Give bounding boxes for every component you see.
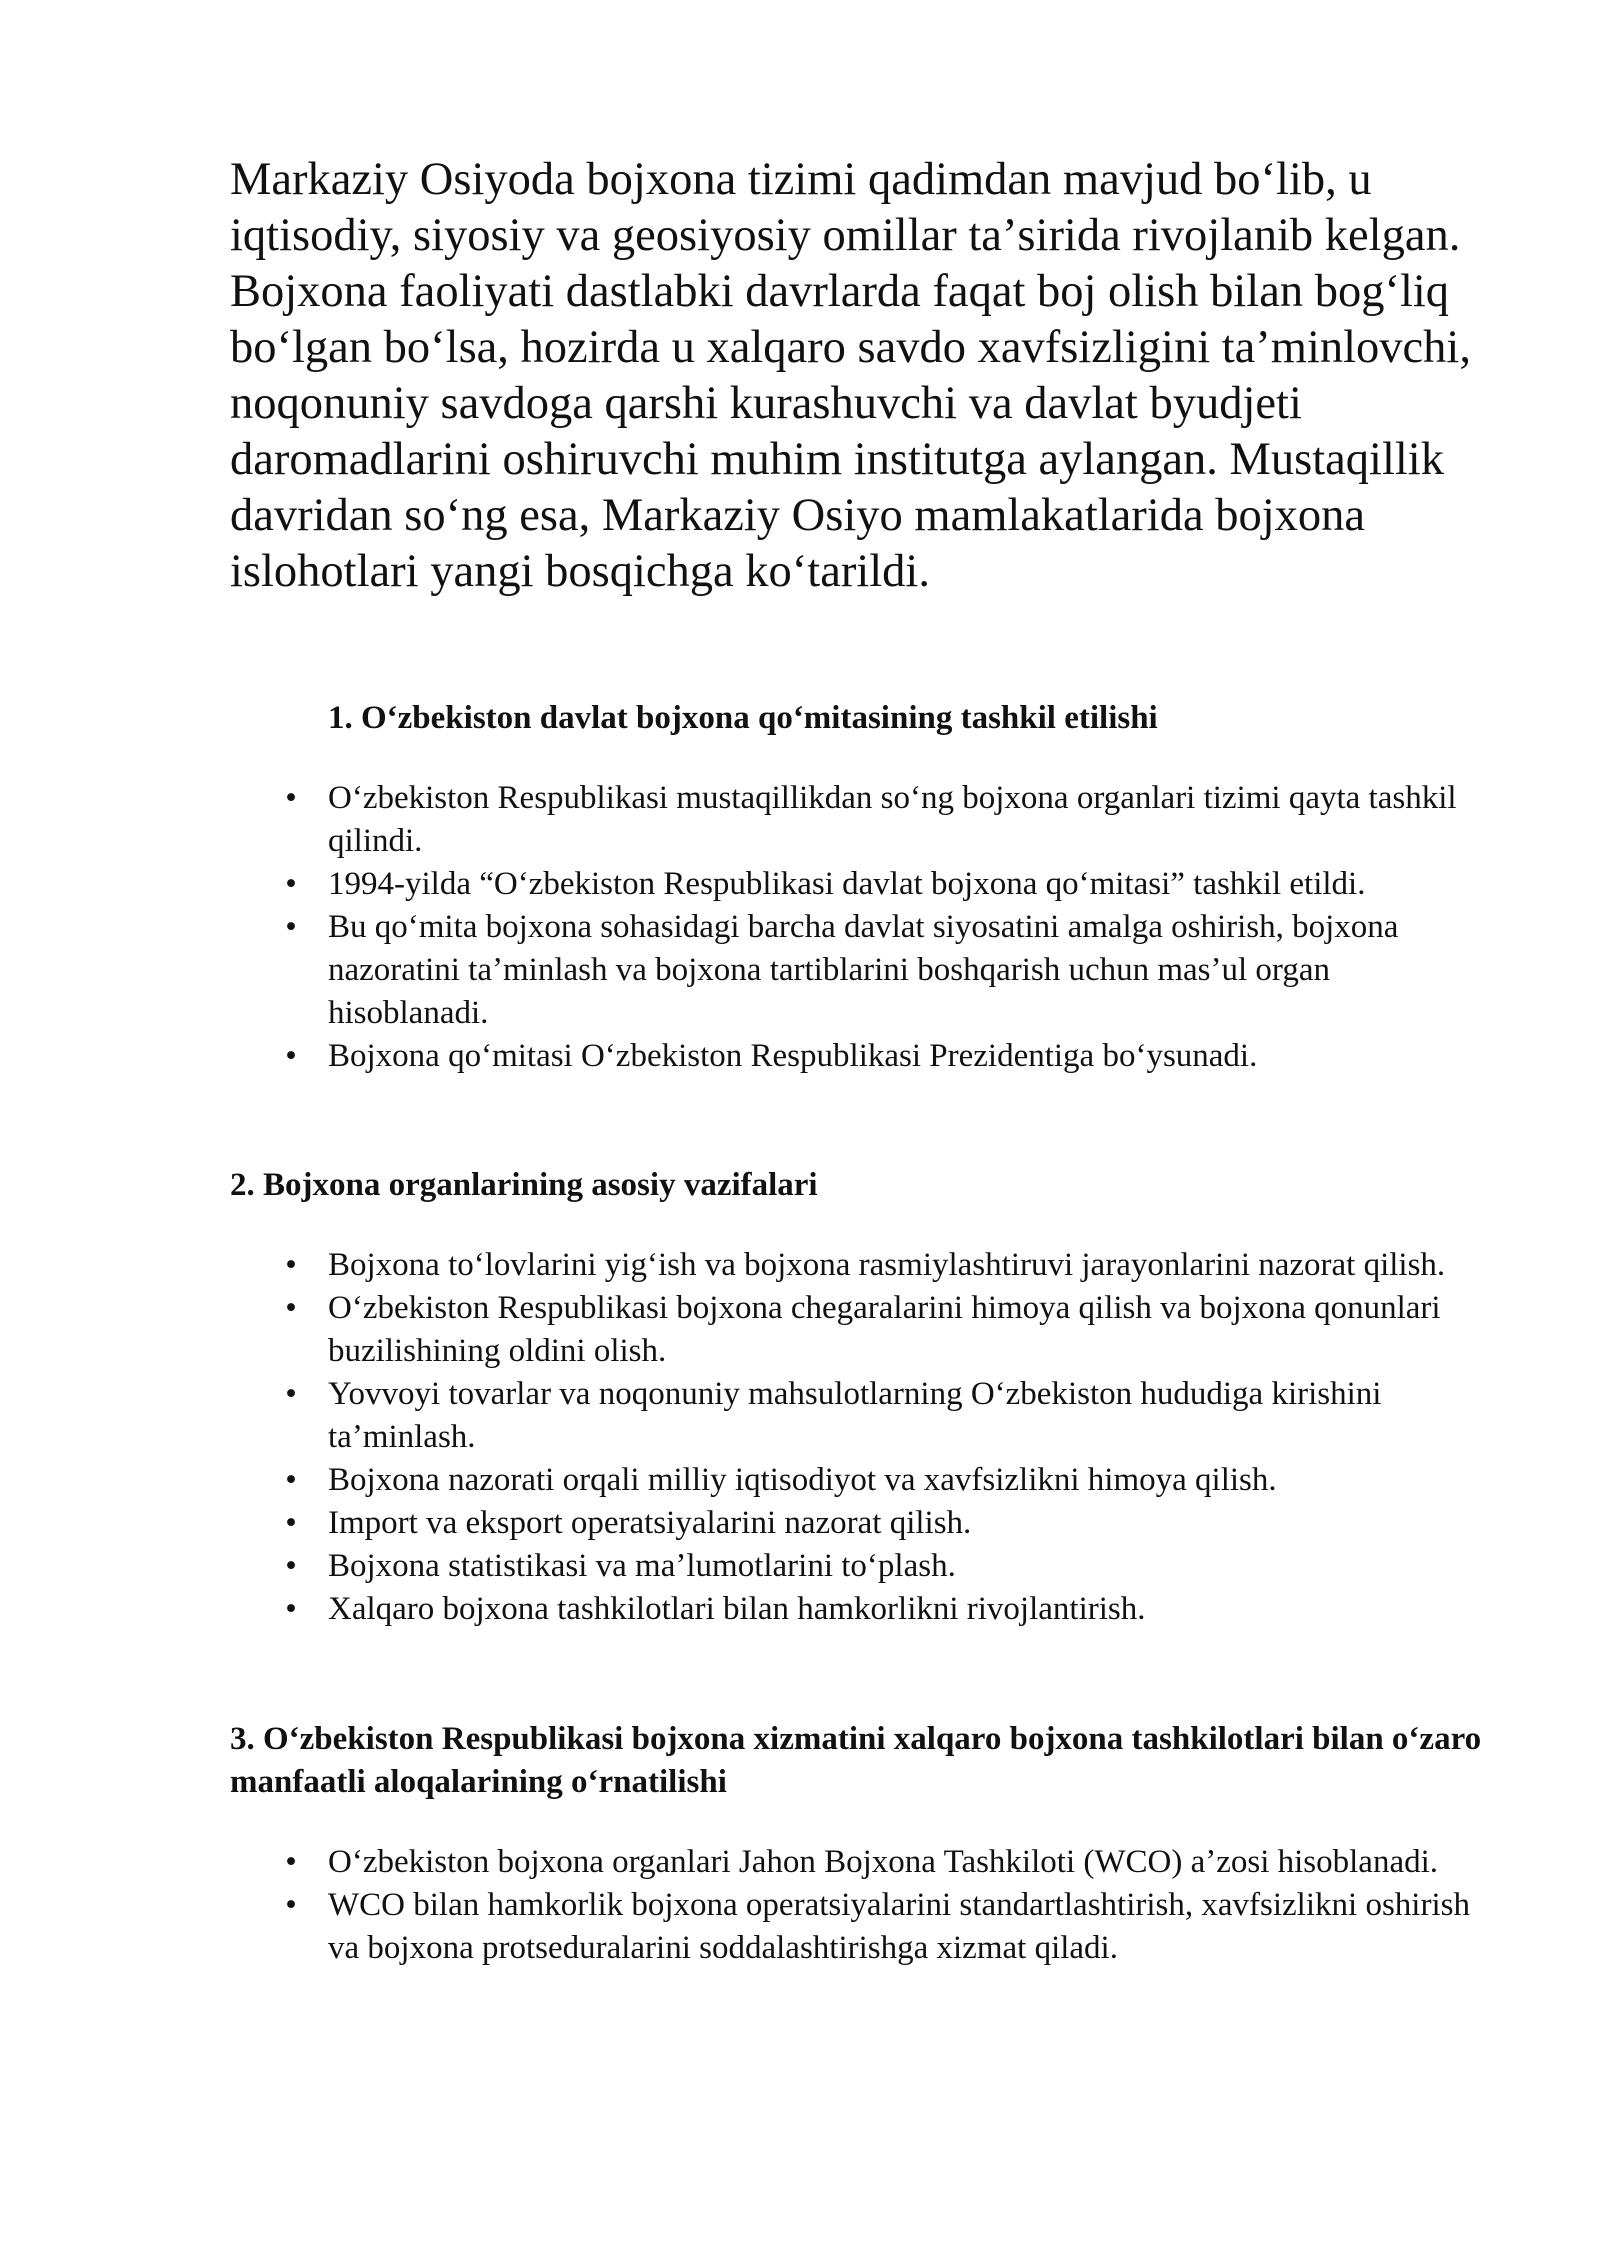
list-item xyxy=(276,1588,1476,1631)
bullet-icon: • xyxy=(285,1038,297,1074)
list-item-text: Bojxona statistikasi va maʼlumotlarini toʻplash. xyxy=(328,1548,956,1584)
bullet-icon: • xyxy=(285,1844,297,1880)
list-item-text: Oʻzbekiston Respublikasi mustaqillikdan soʻng bojxona organlari tizimi qayta tashkil qilindi. xyxy=(328,780,1457,859)
intro-paragraph: Markaziy Osiyoda bojxona tizimi qadimdan mavjud boʻlib, u iqtisodiy, siyosiy va geosiyosiy omillar taʼsirida rivojlanib kelgan. Bojxona faoliyati dastlabki davrlarda faqat boj olish bilan bogʻliq boʻlgan boʻlsa, hozirda u xalqaro savdo xavfsizligini taʼminlovchi, noqonuniy savdoga qarshi kurashuvchi va davlat byudjeti daromadlarini oshiruvchi muhim institutga aylangan. Mustaqillik davridan soʻng esa, Markaziy Osiyo mamlakatlarida bojxona islohotlari yangi bosqichga koʻtarildi. xyxy=(230,154,1471,597)
section-heading-1: 1. Oʻzbekiston davlat bojxona qoʻmitasining tashkil etilishi xyxy=(328,700,1158,736)
bullet-icon: • xyxy=(285,1591,297,1627)
bullet-icon: • xyxy=(285,1376,297,1412)
list-item-text: Yovvoyi tovarlar va noqonuniy mahsulotlarning Oʻzbekiston hududiga kirishini taʼminlash. xyxy=(328,1376,1382,1455)
list-item xyxy=(276,863,1476,906)
bullet-icon: • xyxy=(285,866,297,902)
section-1-list xyxy=(276,777,1476,1078)
bullet-icon: • xyxy=(285,1247,297,1283)
list-item-text: Oʻzbekiston Respublikasi bojxona chegaralarini himoya qilish va bojxona qonunlari buzilishining oldini olish. xyxy=(328,1290,1441,1369)
bullet-icon: • xyxy=(285,1548,297,1584)
bullet-icon: • xyxy=(285,1462,297,1498)
list-item xyxy=(276,1459,1476,1502)
list-item-text: Bojxona qoʻmitasi Oʻzbekiston Respublikasi Prezidentiga boʻysunadi. xyxy=(328,1038,1258,1074)
bullet-icon: • xyxy=(285,780,297,816)
list-item-text: Bu qoʻmita bojxona sohasidagi barcha davlat siyosatini amalga oshirish, bojxona nazoratini taʼminlash va bojxona tartiblarini boshqarish uchun masʼul organ hisoblanadi. xyxy=(328,909,1399,1031)
list-item xyxy=(276,1545,1476,1588)
bullet-icon: • xyxy=(285,1887,297,1923)
list-item xyxy=(276,1287,1476,1373)
section-heading-2: 2. Bojxona organlarining asosiy vazifalari xyxy=(230,1167,818,1203)
bullet-icon: • xyxy=(285,1290,297,1326)
list-item-text: 1994-yilda “Oʻzbekiston Respublikasi davlat bojxona qoʻmitasi” tashkil etildi. xyxy=(328,866,1366,902)
list-item xyxy=(276,1841,1476,1884)
section-heading-3: 3. Oʻzbekiston Respublikasi bojxona xizmatini xalqaro bojxona tashkilotlari bilan oʻzaro manfaatli aloqalarining oʻrnatilishi xyxy=(230,1721,1482,1800)
list-item xyxy=(276,906,1476,1035)
list-item xyxy=(276,1884,1476,1970)
list-item-text: Import va eksport operatsiyalarini nazorat qilish. xyxy=(328,1505,972,1541)
bullet-icon: • xyxy=(285,909,297,945)
list-item-text: Oʻzbekiston bojxona organlari Jahon Bojxona Tashkiloti (WCO) aʼzosi hisoblanadi. xyxy=(328,1844,1439,1880)
list-item xyxy=(276,1244,1476,1287)
list-item xyxy=(276,1373,1476,1459)
list-item xyxy=(276,1502,1476,1545)
bullet-icon: • xyxy=(285,1505,297,1541)
list-item xyxy=(276,777,1476,863)
list-item-text: Xalqaro bojxona tashkilotlari bilan hamkorlikni rivojlantirish. xyxy=(328,1591,1146,1627)
list-item-text: WCO bilan hamkorlik bojxona operatsiyalarini standartlashtirish, xavfsizlikni oshirish va bojxona protseduralarini soddalashtirishga xizmat qiladi. xyxy=(328,1887,1470,1966)
list-item-text: Bojxona toʻlovlarini yigʻish va bojxona rasmiylashtiruvi jarayonlarini nazorat qilish. xyxy=(328,1247,1446,1283)
list-item xyxy=(276,1035,1476,1078)
section-3-list xyxy=(276,1841,1476,1970)
list-item-text: Bojxona nazorati orqali milliy iqtisodiyot va xavfsizlikni himoya qilish. xyxy=(328,1462,1277,1498)
section-2-list xyxy=(276,1244,1476,1631)
